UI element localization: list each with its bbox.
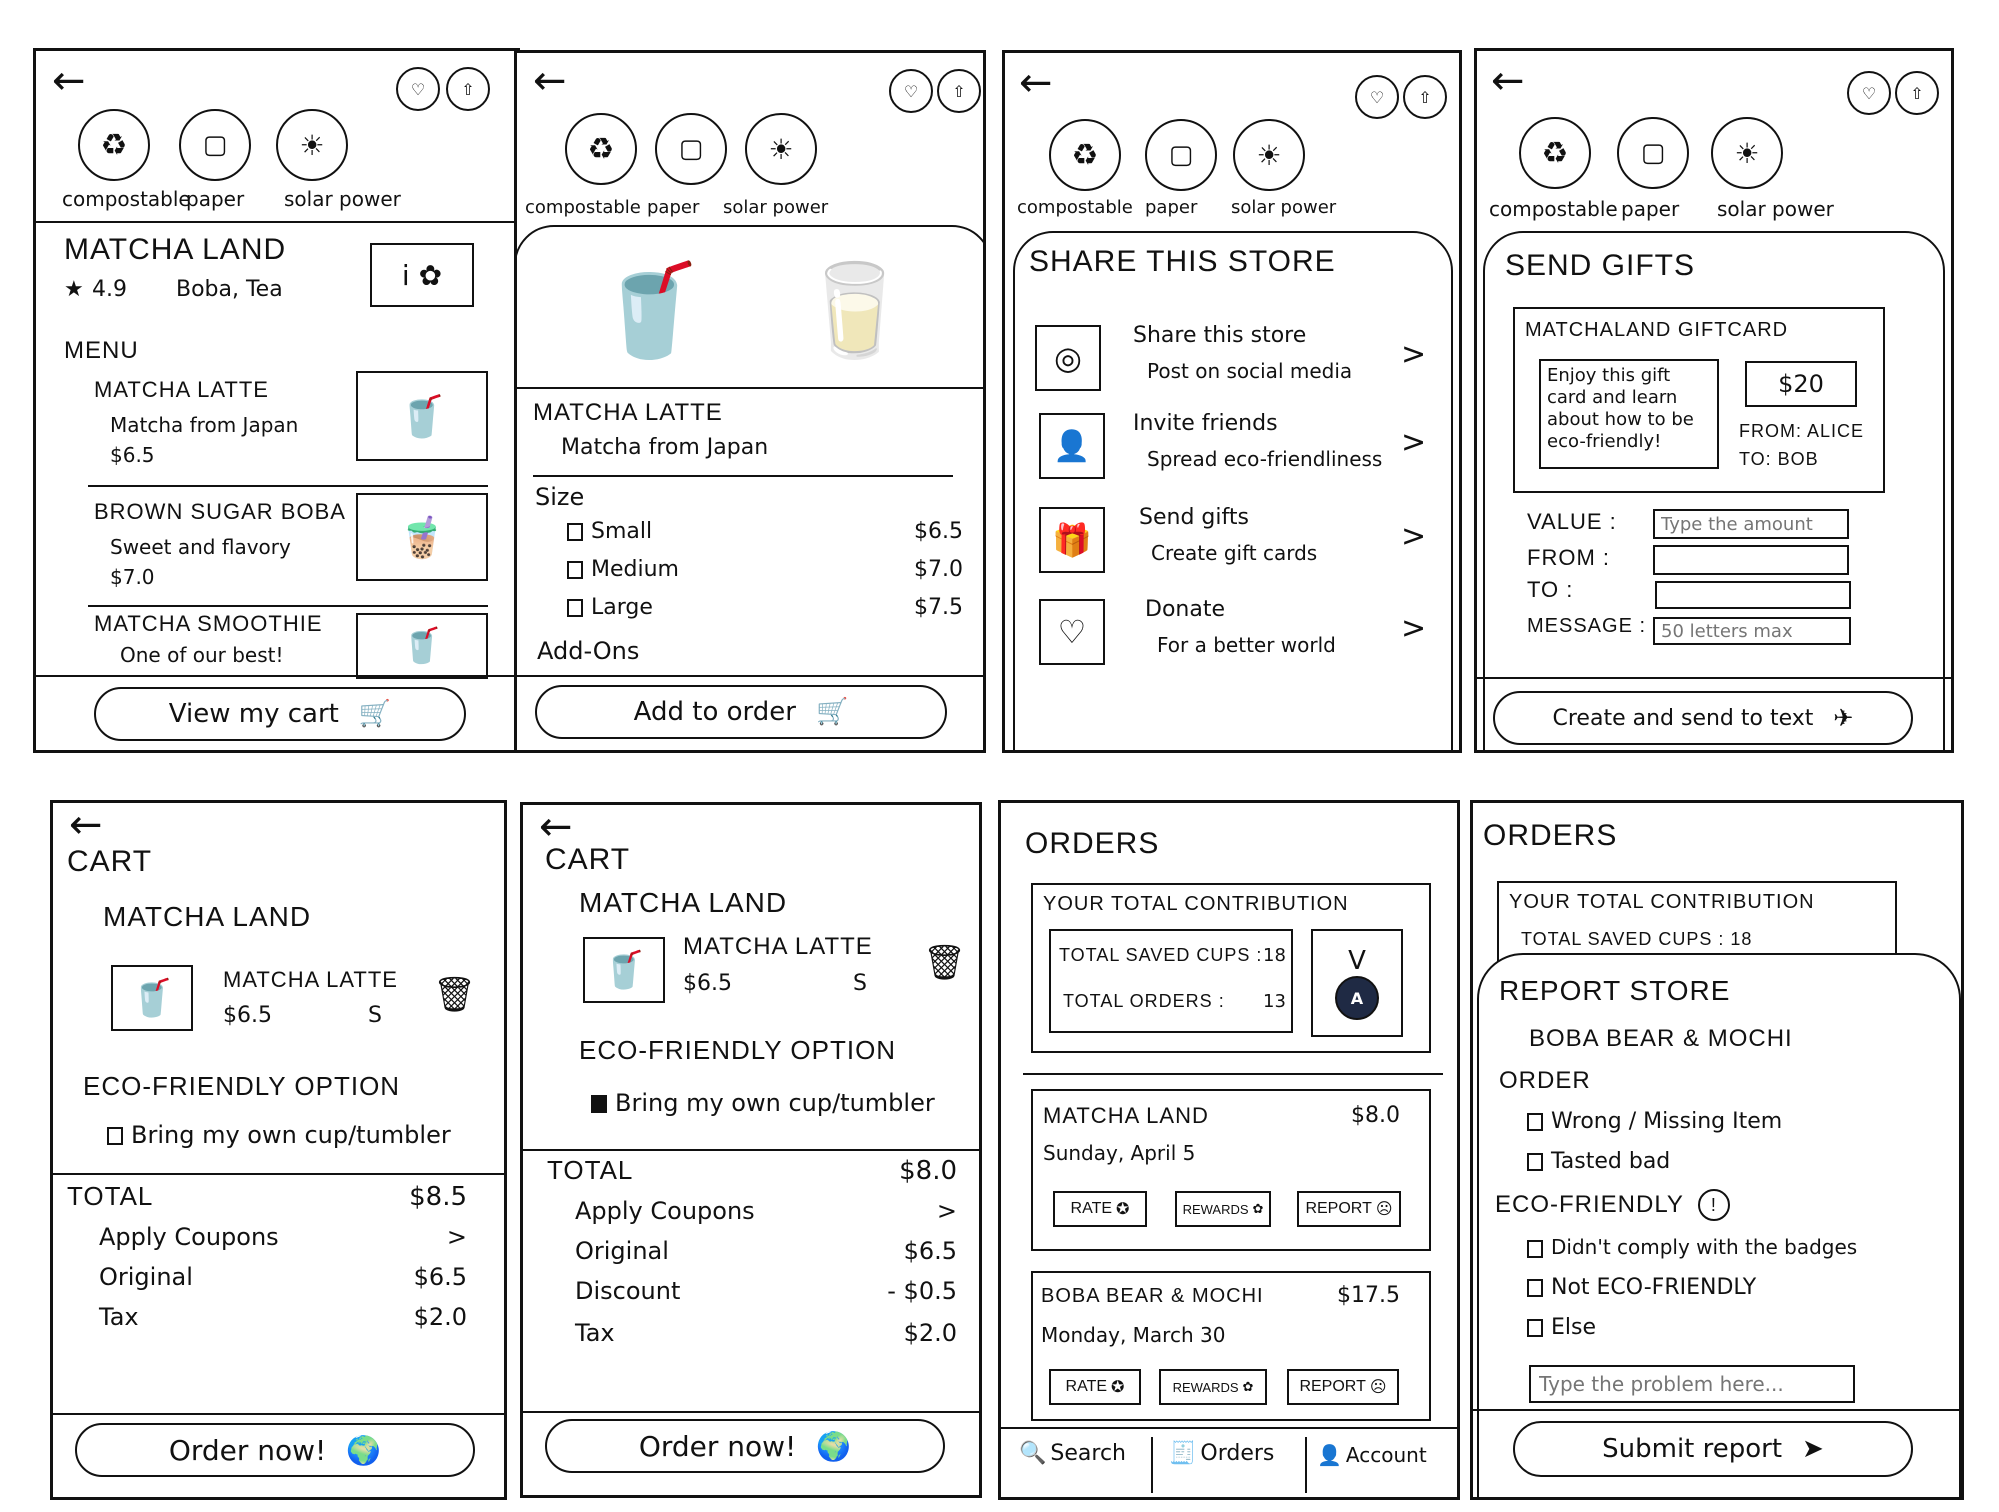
gift-icon: 🎁 — [1039, 507, 1105, 573]
screen-send-gifts — [1474, 48, 1954, 753]
apply-coupons-row[interactable] — [575, 1197, 957, 1225]
discount-value: - $0.5 — [887, 1277, 957, 1305]
size-option[interactable] — [567, 557, 963, 582]
item-image — [547, 235, 957, 385]
menu-item-desc: One of our best! — [120, 643, 284, 667]
size-option-price: $7.0 — [914, 557, 963, 582]
globe-icon: 🌍 — [816, 1429, 852, 1463]
screen-share-store — [1002, 50, 1462, 753]
original-label: Original — [575, 1237, 669, 1265]
cart-item-name: MATCHA LATTE — [223, 967, 398, 992]
cart-item-price: $6.5 — [223, 1003, 272, 1028]
contribution-stats — [1049, 929, 1293, 1033]
value-input[interactable] — [1653, 509, 1849, 539]
cart-title: CART — [67, 845, 153, 878]
size-checkbox[interactable] — [567, 561, 583, 579]
total-row — [547, 1155, 957, 1186]
to-label: TO : — [1527, 577, 1574, 602]
paper-icon: ▢ — [655, 113, 727, 185]
screen-cart — [50, 800, 507, 1500]
order-card[interactable] — [1031, 1271, 1431, 1421]
tax-label: Tax — [575, 1319, 615, 1347]
back-arrow-icon[interactable]: ← — [1019, 60, 1053, 106]
contribution-card — [1031, 883, 1431, 1053]
rate-button[interactable] — [1053, 1191, 1147, 1227]
total-label: TOTAL — [67, 1181, 154, 1211]
giftcard-message: Enjoy this gift card and learn about how to be eco-friendly! — [1547, 365, 1694, 452]
report-option-row[interactable] — [1527, 1109, 1782, 1134]
from-input[interactable] — [1653, 545, 1849, 575]
report-label: REPORT — [1305, 1200, 1372, 1217]
share-option-gift[interactable] — [1035, 503, 1435, 579]
add-cart-icon: 🛒 — [815, 697, 849, 727]
report-button[interactable] — [1297, 1191, 1401, 1227]
report-checkbox[interactable] — [1527, 1153, 1543, 1171]
saved-cups-label: TOTAL SAVED CUPS : — [1059, 945, 1263, 965]
giftcard-preview — [1513, 307, 1885, 493]
badge-label-paper: paper — [186, 187, 245, 211]
solar-power-icon: ☀ — [276, 109, 348, 181]
glass-illustration-icon: 🥛 — [798, 257, 911, 363]
total-label: TOTAL — [547, 1155, 634, 1185]
star-icon: ✪ — [1116, 1201, 1130, 1218]
report-option-row[interactable] — [1527, 1275, 1756, 1300]
chevron-right-icon: > — [1401, 425, 1427, 460]
report-icon: ☹ — [1369, 1379, 1387, 1396]
original-row — [99, 1263, 467, 1291]
rewards-button[interactable] — [1175, 1191, 1271, 1227]
view-cart-button[interactable] — [94, 687, 466, 741]
nav-account[interactable] — [1317, 1443, 1427, 1467]
report-checkbox[interactable] — [1527, 1279, 1543, 1297]
medal-ribbon-icon: V — [1348, 946, 1366, 976]
rating-star-icon: ★ — [64, 277, 84, 302]
share-icon[interactable]: ⇧ — [1403, 75, 1447, 119]
from-label: FROM : — [1527, 545, 1610, 570]
eco-option-row[interactable] — [591, 1089, 935, 1117]
size-checkbox[interactable] — [567, 523, 583, 541]
cart-item-size: S — [853, 971, 867, 996]
apply-coupons-label: Apply Coupons — [575, 1197, 755, 1225]
screen-orders — [998, 800, 1460, 1500]
original-row — [575, 1237, 957, 1265]
paper-icon: ▢ — [1145, 119, 1217, 191]
menu-item-image: 🥤 — [356, 371, 488, 461]
screen-report-store — [1470, 800, 1964, 1500]
menu-item-price: $6.5 — [110, 443, 155, 467]
rate-button[interactable] — [1049, 1369, 1141, 1405]
screen-store-menu — [33, 48, 520, 753]
saved-cups-label: TOTAL SAVED CUPS : 18 — [1521, 929, 1753, 949]
own-cup-checkbox[interactable] — [107, 1127, 123, 1145]
rate-label: RATE — [1065, 1378, 1108, 1395]
own-cup-checkbox-checked[interactable] — [591, 1095, 607, 1113]
eco-option-label: Bring my own cup/tumbler — [131, 1121, 451, 1149]
medal-icon: A — [1335, 976, 1379, 1020]
orders-receipt-icon: 🧾 — [1169, 1441, 1197, 1466]
badge-label-solar: solar power — [284, 187, 401, 211]
menu-item-price: $7.0 — [110, 565, 155, 589]
cart-store: MATCHA LAND — [103, 901, 312, 932]
order-store: BOBA BEAR & MOCHI — [1041, 1285, 1264, 1307]
order-date: Monday, March 30 — [1041, 1323, 1226, 1347]
rewards-label: REWARDS — [1182, 1201, 1249, 1217]
order-price: $8.0 — [1351, 1103, 1400, 1128]
screen-item-detail — [514, 50, 986, 753]
nav-account-label: Account — [1345, 1443, 1427, 1467]
chevron-right-icon: > — [936, 1197, 957, 1225]
badge-label-paper: paper — [1145, 197, 1198, 218]
report-store-name: BOBA BEAR & MOCHI — [1529, 1025, 1793, 1052]
tax-value: $2.0 — [413, 1303, 467, 1331]
total-value: $8.5 — [409, 1181, 467, 1212]
report-option-label: Else — [1551, 1315, 1597, 1340]
size-option[interactable] — [567, 519, 963, 544]
size-option[interactable] — [567, 595, 963, 620]
chevron-right-icon: > — [1401, 337, 1427, 372]
badge-label-compostable: compostable — [1489, 197, 1618, 221]
back-arrow-icon[interactable]: ← — [52, 58, 86, 104]
total-value: $8.0 — [899, 1155, 957, 1186]
chevron-right-icon: > — [1401, 611, 1427, 646]
send-paper-plane-icon: ✈ — [1833, 704, 1854, 732]
giftcard-title: MATCHALAND GIFTCARD — [1525, 319, 1789, 341]
share-option-sub: Spread eco-friendliness — [1147, 447, 1383, 471]
report-option-label: Didn't comply with the badges — [1551, 1235, 1858, 1259]
share-option-title: Share this store — [1133, 323, 1307, 348]
favorite-heart-icon[interactable]: ♡ — [889, 69, 933, 113]
solar-power-icon: ☀ — [1711, 117, 1783, 189]
share-icon[interactable]: ⇧ — [1895, 71, 1939, 115]
size-option-label: Small — [591, 519, 653, 544]
discount-row — [575, 1277, 957, 1305]
menu-item-name: MATCHA LATTE — [94, 377, 269, 402]
back-arrow-icon[interactable]: ← — [533, 58, 567, 104]
paper-icon: ▢ — [1617, 117, 1689, 189]
badge-label-solar: solar power — [1231, 197, 1337, 218]
nav-search-label: Search — [1050, 1441, 1126, 1466]
eco-issues-row — [1495, 1189, 1730, 1221]
menu-item-desc: Matcha from Japan — [110, 413, 299, 437]
original-value: $6.5 — [413, 1263, 467, 1291]
badge-label-compostable: compostable — [62, 187, 191, 211]
size-option-label: Medium — [591, 557, 679, 582]
size-option-label: Large — [591, 595, 653, 620]
share-option-invite[interactable] — [1035, 409, 1435, 485]
discount-label: Discount — [575, 1277, 681, 1305]
tax-value: $2.0 — [903, 1319, 957, 1347]
store-rating: 4.9 — [92, 277, 127, 302]
favorite-heart-icon[interactable]: ♡ — [1355, 75, 1399, 119]
saved-cups-value: 18 — [1263, 945, 1286, 966]
solar-power-icon: ☀ — [745, 113, 817, 185]
report-title: REPORT STORE — [1499, 975, 1731, 1006]
orders-title: ORDERS — [1025, 827, 1160, 860]
giftcard-amount-box — [1745, 361, 1857, 407]
share-icon[interactable]: ⇧ — [446, 67, 490, 111]
cart-item-image: 🥤 — [583, 937, 665, 1003]
eco-option-label: Bring my own cup/tumbler — [615, 1089, 935, 1117]
favorite-heart-icon[interactable]: ♡ — [396, 67, 440, 111]
message-input[interactable] — [1653, 617, 1851, 645]
total-row — [67, 1181, 467, 1212]
order-now-label: Order now! — [638, 1429, 797, 1463]
cart-icon: 🛒 — [358, 699, 392, 729]
globe-icon: 🌍 — [346, 1433, 382, 1467]
share-option-sub: Create gift cards — [1151, 541, 1318, 565]
order-issues-label: ORDER — [1499, 1067, 1591, 1094]
eco-option-title: ECO-FRIENDLY OPTION — [83, 1071, 401, 1101]
order-now-button[interactable] — [75, 1423, 475, 1477]
add-to-order-button[interactable] — [535, 685, 947, 739]
order-card[interactable] — [1031, 1089, 1431, 1251]
medal-badge — [1311, 929, 1403, 1037]
share-option-title: Donate — [1145, 597, 1225, 622]
eco-option-row[interactable] — [107, 1121, 451, 1149]
badge-label-paper: paper — [647, 197, 700, 218]
menu-item[interactable] — [36, 607, 520, 679]
order-price: $17.5 — [1337, 1283, 1400, 1308]
menu-item-name: MATCHA SMOOTHIE — [94, 611, 323, 636]
submit-report-label: Submit report — [1602, 1434, 1783, 1464]
menu-item-image: 🧋 — [356, 493, 488, 581]
cart-item-image: 🥤 — [111, 965, 193, 1031]
nav-search[interactable] — [1019, 1441, 1126, 1466]
rate-label: RATE — [1070, 1200, 1113, 1217]
back-arrow-icon[interactable]: ← — [69, 802, 103, 848]
menu-item[interactable] — [36, 369, 520, 477]
size-label: Size — [535, 483, 585, 511]
rewards-icon: ✿ — [1252, 1201, 1264, 1216]
compostable-icon: ♻ — [1049, 119, 1121, 191]
menu-item-image: 🥤 — [356, 613, 488, 679]
back-arrow-icon[interactable]: ← — [1491, 58, 1525, 104]
share-option-title: Invite friends — [1133, 411, 1278, 436]
cart-item-name: MATCHA LATTE — [683, 933, 873, 960]
compostable-icon: ♻ — [565, 113, 637, 185]
report-option-label: Not ECO-FRIENDLY — [1551, 1275, 1757, 1300]
to-input[interactable] — [1655, 581, 1851, 609]
badge-label-solar: solar power — [723, 197, 829, 218]
total-orders-label: TOTAL ORDERS : — [1063, 991, 1225, 1011]
problem-input[interactable] — [1529, 1365, 1855, 1403]
menu-item-desc: Sweet and flavory — [110, 535, 291, 559]
order-now-label: Order now! — [168, 1433, 327, 1467]
invite-person-icon: 👤 — [1039, 413, 1105, 479]
original-label: Original — [99, 1263, 193, 1291]
cart-item-size: S — [368, 1003, 382, 1028]
apply-coupons-label: Apply Coupons — [99, 1223, 279, 1251]
order-date: Sunday, April 5 — [1043, 1141, 1196, 1165]
total-orders-value: 13 — [1263, 991, 1286, 1012]
menu-item-name: BROWN SUGAR BOBA — [94, 499, 346, 524]
rewards-icon: ✿ — [1242, 1379, 1254, 1394]
badge-label-paper: paper — [1621, 197, 1680, 221]
apply-coupons-row[interactable] — [99, 1223, 467, 1251]
trash-icon[interactable]: 🗑 — [433, 975, 477, 1015]
nav-orders-label: Orders — [1200, 1441, 1275, 1466]
original-value: $6.5 — [903, 1237, 957, 1265]
send-gift-label: Create and send to text — [1552, 705, 1814, 731]
order-store: MATCHA LAND — [1043, 1103, 1209, 1128]
contribution-title: YOUR TOTAL CONTRIBUTION — [1043, 893, 1349, 915]
report-option-row[interactable] — [1527, 1315, 1596, 1340]
rewards-label: REWARDS — [1172, 1379, 1239, 1395]
trash-icon[interactable]: 🗑 — [923, 943, 967, 983]
share-sheet — [1013, 231, 1453, 753]
giftcard-to: TO: BOB — [1739, 449, 1819, 469]
menu-label: MENU — [64, 337, 139, 364]
favorite-heart-icon[interactable]: ♡ — [1847, 71, 1891, 115]
share-option-title: Send gifts — [1139, 505, 1249, 530]
add-to-order-label: Add to order — [633, 697, 796, 727]
submit-report-button[interactable] — [1513, 1421, 1913, 1477]
report-option-row[interactable] — [1527, 1235, 1857, 1259]
menu-item[interactable] — [36, 491, 520, 599]
view-cart-label: View my cart — [168, 699, 339, 729]
giftcard-message-box — [1539, 359, 1719, 469]
giftcard-from: FROM: ALICE — [1739, 421, 1865, 441]
tax-row — [99, 1303, 467, 1331]
contribution-title: YOUR TOTAL CONTRIBUTION — [1509, 891, 1815, 913]
store-info-icon[interactable]: i ✿ — [370, 243, 474, 307]
giftcard-amount: $20 — [1778, 370, 1824, 398]
item-name: MATCHA LATTE — [533, 399, 723, 426]
report-button[interactable] — [1287, 1369, 1399, 1405]
eco-issues-label: ECO-FRIENDLY — [1495, 1191, 1684, 1218]
chevron-right-icon: > — [446, 1223, 467, 1251]
eco-option-title: ECO-FRIENDLY OPTION — [579, 1035, 897, 1065]
compostable-icon: ♻ — [1519, 117, 1591, 189]
instagram-icon: ◎ — [1035, 325, 1101, 391]
size-checkbox[interactable] — [567, 599, 583, 617]
report-option-label: Tasted bad — [1551, 1149, 1671, 1174]
report-checkbox[interactable] — [1527, 1240, 1543, 1258]
badge-label-compostable: compostable — [525, 197, 641, 218]
report-option-label: Wrong / Missing Item — [1551, 1109, 1783, 1134]
size-option-price: $7.5 — [914, 595, 963, 620]
nav-orders[interactable] — [1169, 1441, 1274, 1466]
cursor-pointer-icon: ➤ — [1802, 1434, 1824, 1464]
report-icon: ☹ — [1375, 1201, 1393, 1218]
solar-power-icon: ☀ — [1233, 119, 1305, 191]
share-title: SHARE THIS STORE — [1029, 245, 1336, 278]
screen-cart-discount — [520, 802, 982, 1498]
compostable-icon: ♻ — [78, 109, 150, 181]
share-option-social[interactable] — [1035, 321, 1435, 397]
back-arrow-icon[interactable]: ← — [539, 804, 573, 850]
share-option-donate[interactable] — [1035, 595, 1435, 671]
share-option-sub: Post on social media — [1147, 359, 1353, 383]
info-icon[interactable]: ! — [1698, 1189, 1730, 1221]
search-icon: 🔍 — [1019, 1441, 1047, 1466]
rewards-button[interactable] — [1159, 1369, 1267, 1405]
donate-heart-icon: ♡ — [1039, 599, 1105, 665]
report-option-row[interactable] — [1527, 1149, 1670, 1174]
size-option-price: $6.5 — [914, 519, 963, 544]
share-icon[interactable]: ⇧ — [937, 69, 981, 113]
send-gifts-title: SEND GIFTS — [1505, 249, 1696, 282]
report-checkbox[interactable] — [1527, 1319, 1543, 1337]
send-gift-button[interactable] — [1493, 691, 1913, 745]
report-label: REPORT — [1299, 1378, 1366, 1395]
tax-label: Tax — [99, 1303, 139, 1331]
cart-title: CART — [545, 843, 631, 876]
cup-illustration-icon: 🥤 — [593, 257, 706, 363]
tax-row — [575, 1319, 957, 1347]
cart-store: MATCHA LAND — [579, 887, 788, 918]
message-label: MESSAGE : — [1527, 615, 1647, 637]
star-icon: ✪ — [1111, 1379, 1125, 1396]
badge-label-compostable: compostable — [1017, 197, 1133, 218]
order-now-button[interactable] — [545, 1419, 945, 1473]
value-label: VALUE : — [1527, 509, 1617, 534]
share-option-sub: For a better world — [1157, 633, 1336, 657]
cart-item-price: $6.5 — [683, 971, 732, 996]
addons-label: Add-Ons — [537, 637, 640, 665]
paper-icon: ▢ — [179, 109, 251, 181]
badge-label-solar: solar power — [1717, 197, 1834, 221]
chevron-right-icon: > — [1401, 519, 1427, 554]
orders-title: ORDERS — [1483, 819, 1618, 852]
store-category: Boba, Tea — [176, 277, 283, 302]
report-checkbox[interactable] — [1527, 1113, 1543, 1131]
store-name: MATCHA LAND — [64, 233, 287, 266]
item-desc: Matcha from Japan — [561, 435, 769, 460]
account-icon: 👤 — [1317, 1443, 1342, 1467]
